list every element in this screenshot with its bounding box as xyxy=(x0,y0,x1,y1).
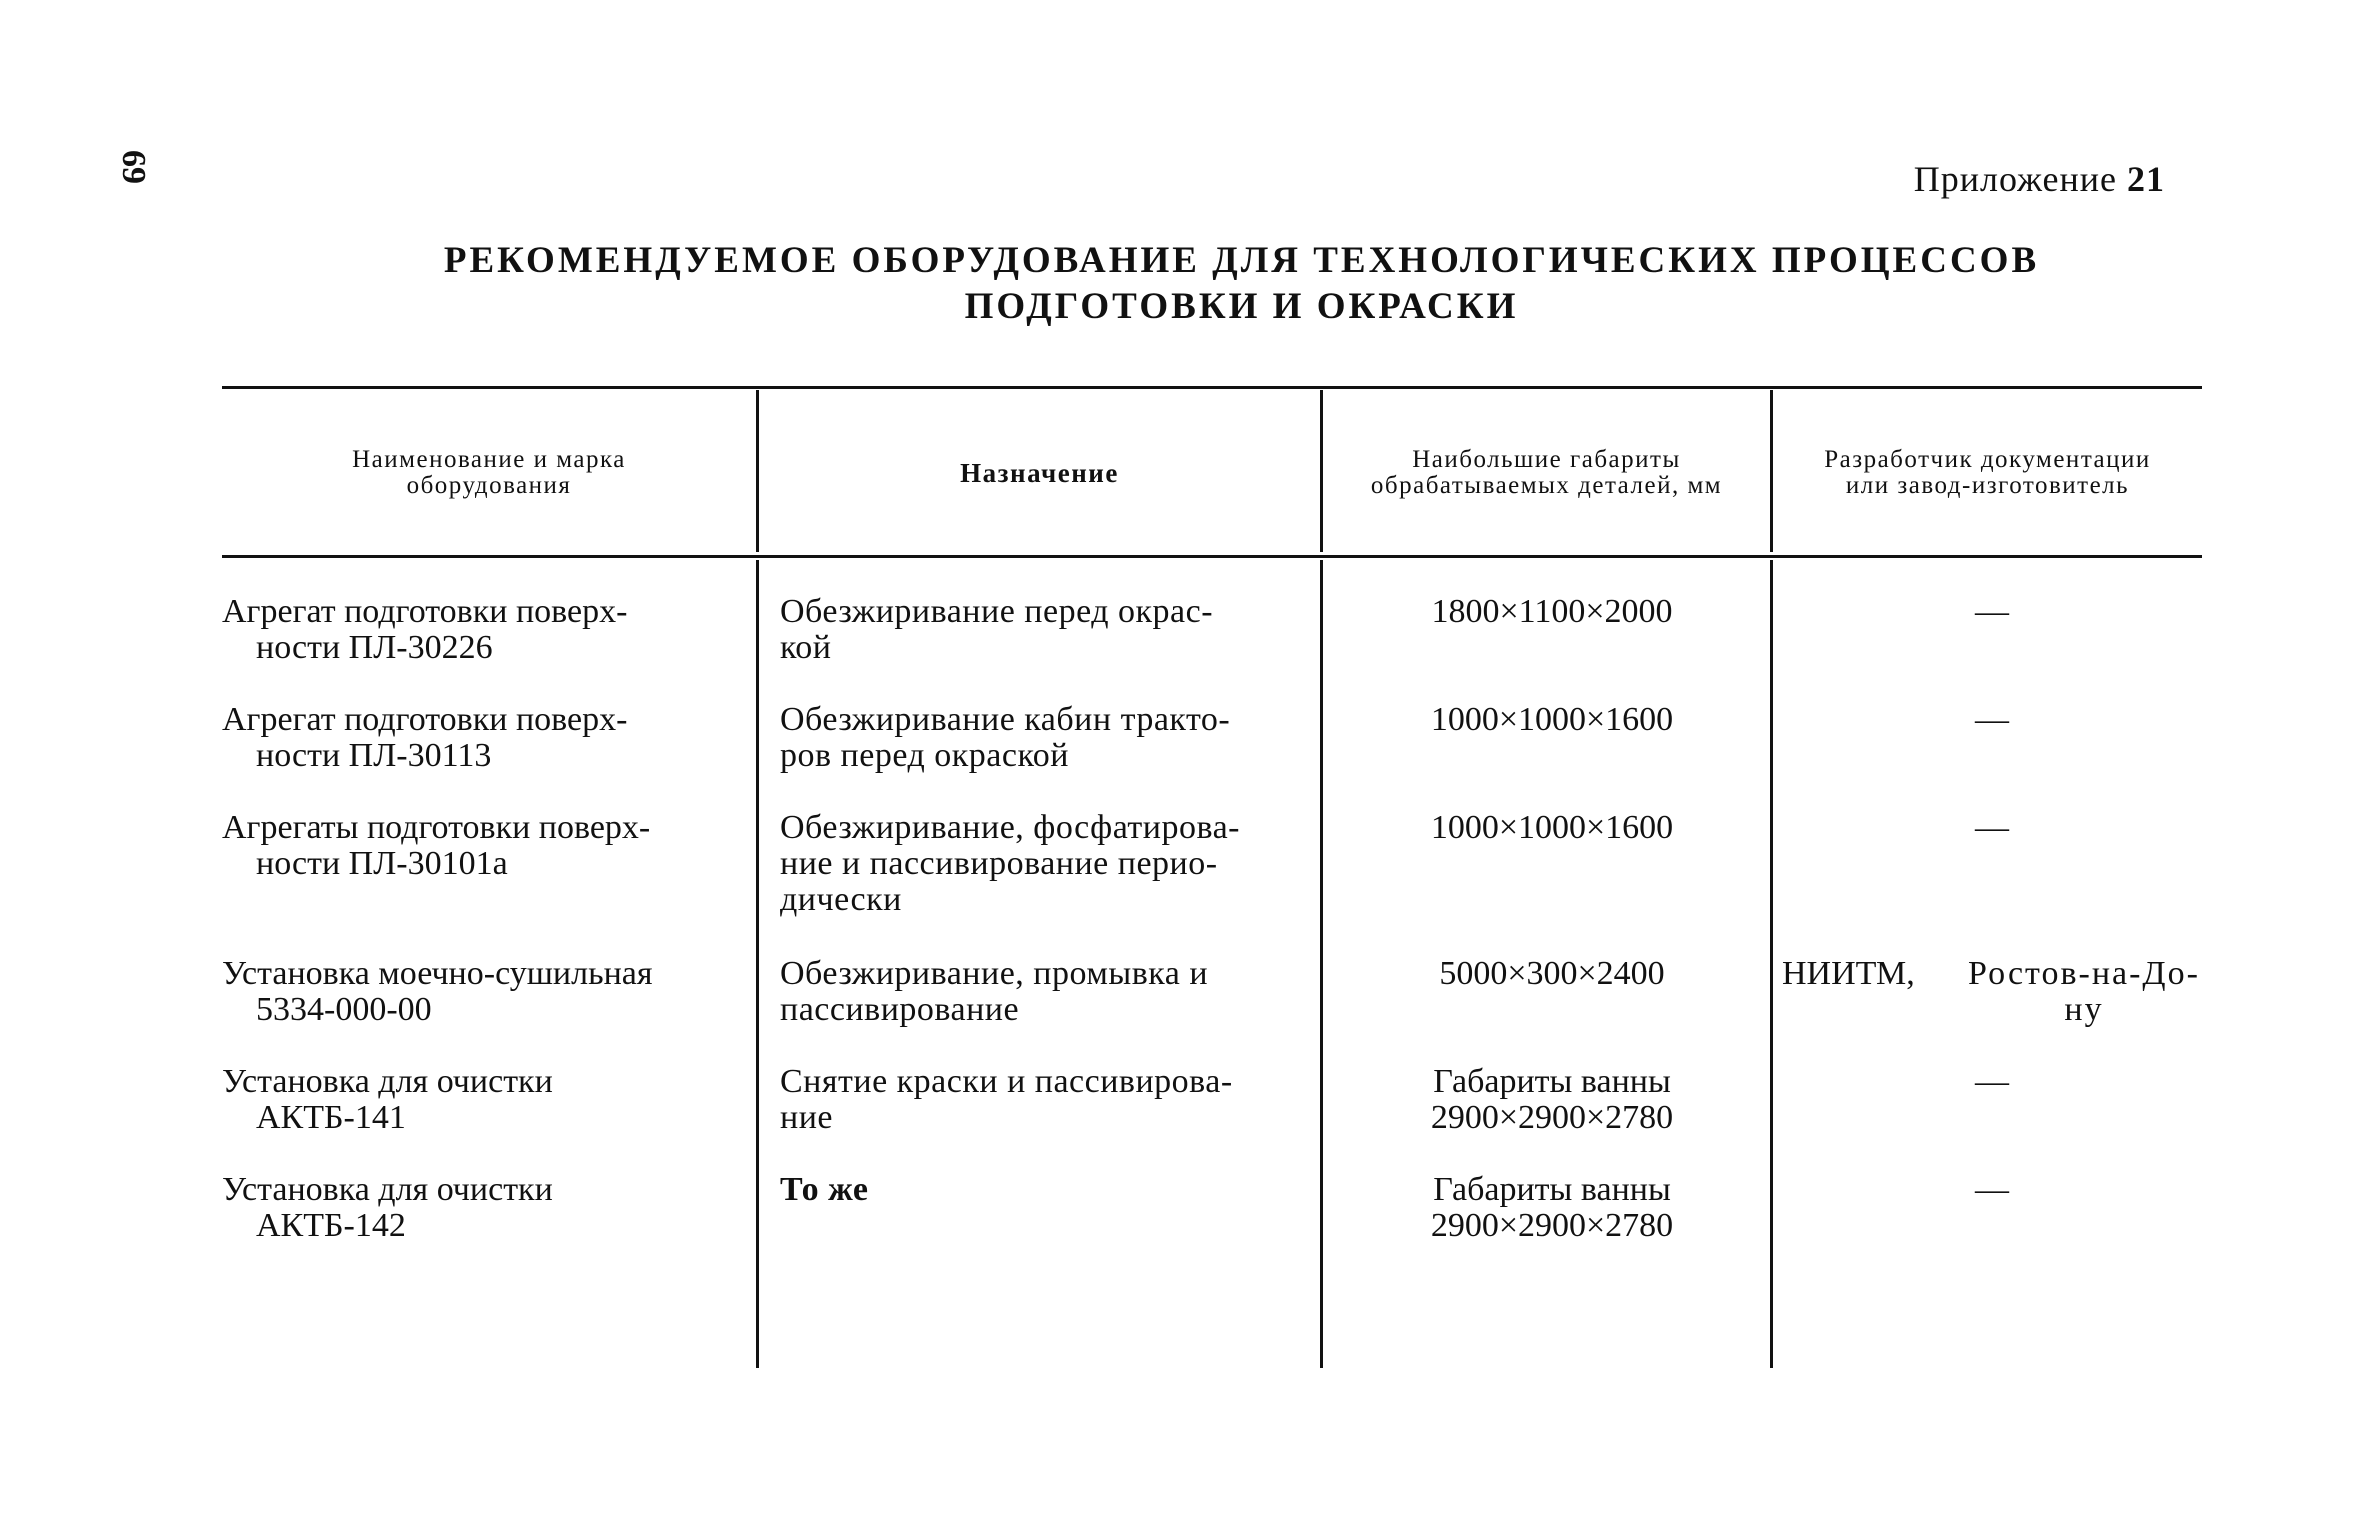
cell-purpose: То же xyxy=(780,1171,869,1208)
cell-equipment-name: Установка для очистки АКТБ-141 xyxy=(222,1063,553,1136)
equipment-table: Наименование и марка оборудования Назначение Наибольшие габариты обрабатываемых деталей, мм Разработчик документации или завод-изготовитель Агрегат подготовки поверх- ности ПЛ-30226 Обезжиривание перед окрас- кой 1800×1100×2000 — Агрегат подготовки поверх- ности ПЛ-30113 Обезжиривание кабин тракто- ров перед окраской 1000×1000×1600 — Агрегаты подготовки поверх- ности ПЛ-30101а Обезжиривание, фосфатирова- ние и пассивирование перио- дически 1000×1000×1600 — Установка моечно-сушильная 5334-000-00 Обезжиривание, промывка и пассивирование 5000×300×2400 НИИТМ, Ростов-на-До-ну Установка для очистки АКТБ-141 Снятие краски и пассивирова- ние Габариты ванны 2900×2900×2780 — Установка для очистки АКТБ-142 То же Габариты ванны 2900×2900×2780 — xyxy=(222,386,2202,1366)
cell-equipment-name: Установка моечно-сушильная 5334-000-00 xyxy=(222,955,653,1028)
appendix-number: 21 xyxy=(2127,159,2165,199)
cell-purpose: Обезжиривание, промывка и пассивирование xyxy=(780,955,1209,1028)
cell-dimensions: Габариты ванны 2900×2900×2780 xyxy=(1430,1063,1674,1136)
cell-purpose: Обезжиривание, фосфатирова- ние и пассивирование перио- дически xyxy=(780,809,1240,918)
appendix-label xyxy=(1914,158,2165,200)
header-name: Наименование и марка оборудования xyxy=(352,445,626,499)
cell-purpose: Обезжиривание кабин тракто- ров перед окраской xyxy=(780,701,1231,774)
cell-dimensions: 1000×1000×1600 xyxy=(1430,701,1674,738)
cell-dimensions: 5000×300×2400 xyxy=(1439,955,1665,992)
cell-dimensions: 1800×1100×2000 xyxy=(1431,593,1673,630)
column-divider xyxy=(1320,560,1323,1368)
cell-equipment-name: Агрегат подготовки поверх- ности ПЛ-30113 xyxy=(222,701,628,774)
table-top-rule xyxy=(222,386,2202,389)
cell-equipment-name: Установка для очистки АКТБ-142 xyxy=(222,1171,553,1244)
page-number: 69 xyxy=(115,150,152,184)
header-developer: Разработчик документации или завод-изготовитель xyxy=(1824,445,2151,499)
document-title-line-2: ПОДГОТОВКИ И ОКРАСКИ xyxy=(964,286,1519,327)
cell-dimensions: 1000×1000×1600 xyxy=(1430,809,1674,846)
cell-developer: — xyxy=(1975,1063,2009,1100)
header-purpose: Назначение xyxy=(960,457,1119,488)
document-title-line-1: РЕКОМЕНДУЕМОЕ ОБОРУДОВАНИЕ ДЛЯ ТЕХНОЛОГИЧЕСКИХ ПРОЦЕССОВ xyxy=(443,240,2040,281)
cell-dimensions: Габариты ванны 2900×2900×2780 xyxy=(1430,1171,1674,1244)
cell-purpose: Снятие краски и пассивирова- ние xyxy=(780,1063,1233,1136)
cell-developer: — xyxy=(1975,701,2009,738)
table-header-rule xyxy=(222,555,2202,558)
cell-equipment-name: Агрегат подготовки поверх- ности ПЛ-30226 xyxy=(222,593,628,666)
cell-developer: — xyxy=(1975,809,2009,846)
header-dimensions: Наибольшие габариты обрабатываемых деталей, мм xyxy=(1370,445,1723,499)
appendix-word: Приложение xyxy=(1913,159,2117,199)
column-divider xyxy=(756,560,759,1368)
cell-developer: — xyxy=(1975,1171,2009,1208)
cell-equipment-name: Агрегаты подготовки поверх- ности ПЛ-30101а xyxy=(222,809,651,882)
document-title xyxy=(0,238,2363,330)
cell-purpose: Обезжиривание перед окрас- кой xyxy=(780,593,1214,666)
cell-developer: — xyxy=(1975,593,2009,630)
